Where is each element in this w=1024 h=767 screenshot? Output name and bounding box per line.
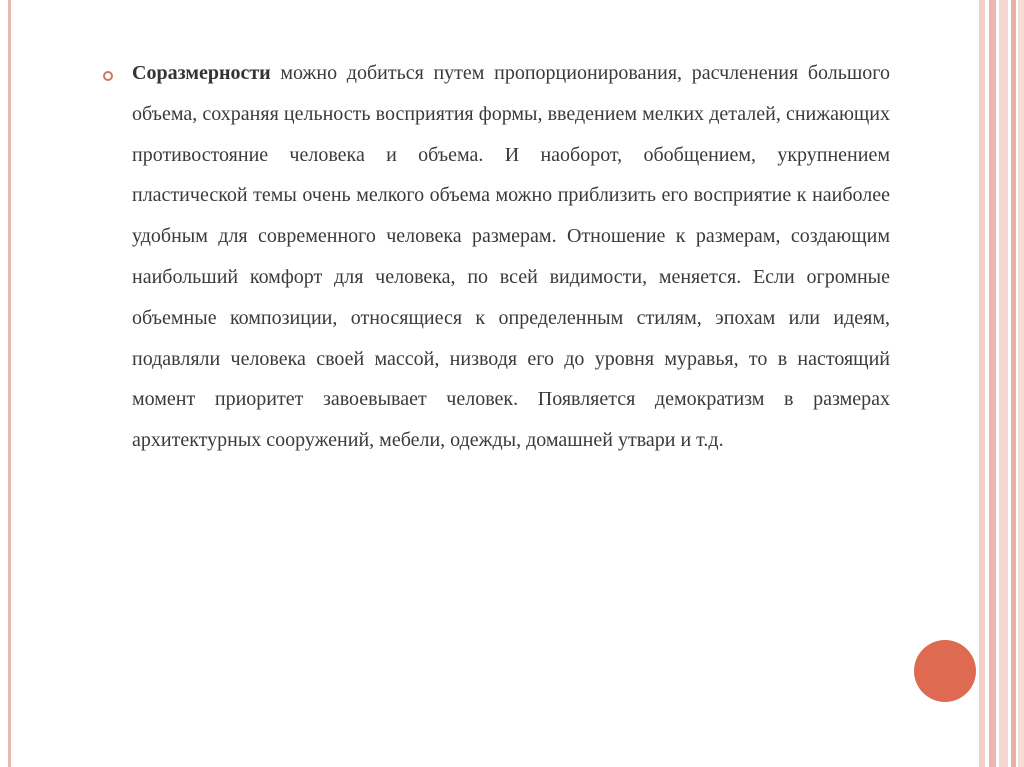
bullet-paragraph — [132, 53, 890, 461]
bullet-ring-icon — [103, 71, 113, 81]
bullet-lead-term: Соразмерности — [132, 62, 271, 84]
right-decorative-stripe — [1011, 0, 1016, 767]
right-decorative-stripe — [979, 0, 985, 767]
bullet-body-text: можно добиться путем пропорционирования, расчленения большого объема, сохраняя цельность восприятия формы, введением мелких деталей, снижающих противостояние человека и объема. И наоборот, обобщением, укрупнением пластической темы очень мелкого объема можно приблизить его восприятие к наиболее удобным для современного человека размерам. Отношение к размерам, создающим наибольший комфорт для человека, по всей видимости, меняется. Если огромные объемные композиции, относящиеся к определенным стилям, эпохам или идеям, подавляли человека своей массой, низводя его до уровня муравья, то в настоящий момент приоритет завоевывает человек. Появляется демократизм в размерах архитектурных сооружений, мебели, одежды, домашней утвари и т.д. — [132, 62, 890, 452]
decorative-circle — [914, 640, 976, 702]
slide-body — [132, 53, 890, 461]
right-decorative-stripe — [989, 0, 996, 767]
right-decorative-stripe — [999, 0, 1008, 767]
right-decorative-stripe — [1018, 0, 1024, 767]
left-border-line — [8, 0, 11, 767]
